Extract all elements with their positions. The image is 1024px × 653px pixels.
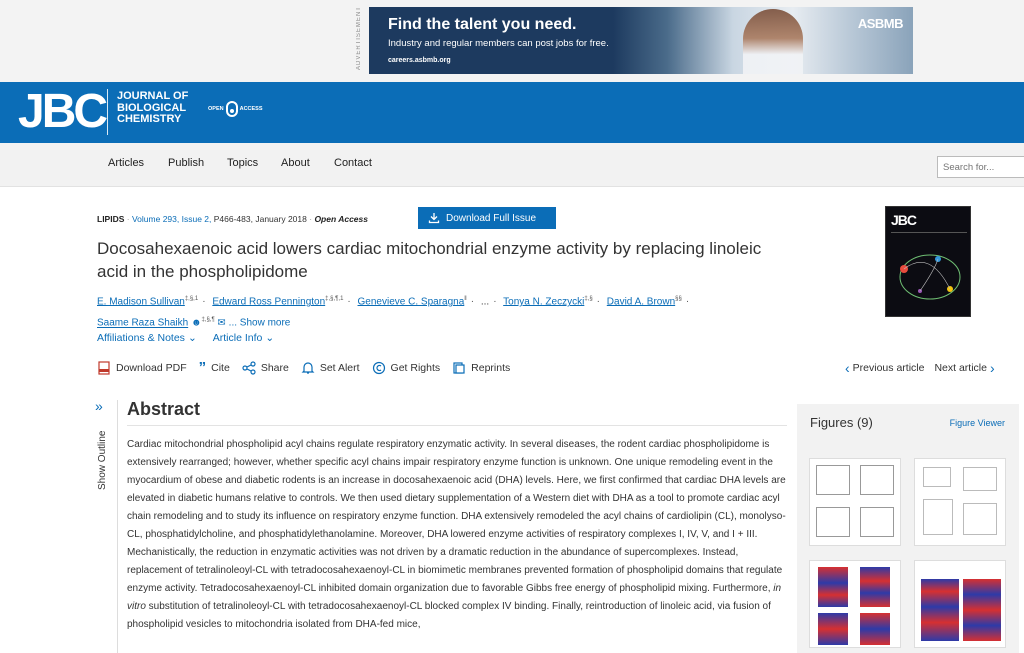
section-label[interactable]: LIPIDS: [97, 214, 125, 224]
affiliations-label: Affiliations & Notes: [97, 332, 185, 344]
article-title: Docosahexaenoic acid lowers cardiac mitochondrial enzyme activity by replacing linoleic acid in the phospholipidome: [97, 239, 762, 281]
download-icon: [428, 212, 440, 224]
figures-panel: [797, 404, 1019, 653]
journal-name-line: CHEMISTRY: [117, 113, 182, 125]
ad-url: careers.asbmb.org: [388, 57, 451, 64]
figure-thumbnail[interactable]: [809, 458, 901, 546]
cite-button[interactable]: [198, 359, 230, 376]
next-article-link[interactable]: [934, 360, 994, 376]
author-link[interactable]: Tonya N. Zeczycki: [503, 296, 585, 308]
get-rights-label: Get Rights: [390, 362, 441, 374]
abstract-rule: [127, 425, 787, 426]
author-affiliation: ‡,§,1: [184, 296, 199, 302]
author-link[interactable]: Saame Raza Shaikh: [97, 317, 189, 329]
figure-thumbnail[interactable]: [914, 560, 1006, 648]
main-nav: [0, 143, 1024, 187]
abstract-body: [127, 436, 789, 634]
share-label: Share: [260, 362, 289, 374]
chevron-down-icon: ⌄: [187, 332, 197, 344]
journal-name[interactable]: [117, 91, 188, 126]
cover-rule: [891, 232, 967, 233]
cover-artwork: [890, 239, 968, 313]
nav-articles[interactable]: Articles: [108, 157, 145, 169]
jbc-logo[interactable]: JBC: [18, 85, 106, 138]
next-article-label: Next article: [934, 362, 987, 374]
open-access-badge: [208, 101, 263, 117]
chevron-right-icon: ›: [989, 360, 995, 376]
quote-icon: ”: [198, 359, 207, 376]
set-alert-label: Set Alert: [319, 362, 360, 374]
author-affiliation: ‡,§,¶: [201, 317, 215, 324]
chevron-left-icon: ‹: [845, 360, 850, 376]
open-lock-icon: [226, 101, 238, 117]
journal-name-line: JOURNAL OF: [117, 90, 189, 102]
author-list: E. Madison Sullivan$^{\ddagger,\S,1}$ · Edward Ross Pennington$^{\ddagger,\S,\P,1}$ · Genevieve C. Sparagna‖ · ... · Tonya N. Zeczycki‡,§ · David A. Brown§§ · Saame Raza Shaikh ☻‡,§,¶ ✉ ... Show more: [97, 296, 690, 329]
info-tabs: [97, 332, 274, 344]
nav-topics[interactable]: Topics: [227, 157, 259, 169]
download-full-issue-label: Download Full Issue: [446, 212, 537, 224]
reprints-label: Reprints: [471, 362, 511, 374]
author-link[interactable]: Genevieve C. Sparagna: [357, 296, 465, 308]
open-access-text: ACCESS: [239, 106, 263, 112]
author-link[interactable]: E. Madison Sullivan: [97, 296, 185, 308]
search-input[interactable]: [937, 156, 1024, 178]
previous-article-link[interactable]: [845, 360, 924, 376]
author-link[interactable]: David A. Brown: [606, 296, 676, 308]
reprints-button[interactable]: [452, 361, 510, 375]
site-header: [0, 82, 1024, 143]
figure-viewer-link[interactable]: Figure Viewer: [949, 418, 1005, 428]
copyright-icon: [372, 361, 386, 375]
email-icon[interactable]: ✉: [217, 317, 226, 329]
pdf-icon: [97, 361, 111, 375]
expand-outline-icon[interactable]: »: [95, 398, 103, 414]
chevron-down-icon: ⌄: [265, 332, 275, 344]
author-affiliation: ‖: [464, 296, 467, 302]
pages-date: P466-483, January 2018: [213, 214, 307, 224]
bell-icon: [301, 361, 315, 375]
advertisement-strip: [0, 0, 1024, 82]
figure-thumbnail[interactable]: [914, 458, 1006, 546]
author-affiliation: §§: [675, 296, 682, 302]
abstract-text: Cardiac mitochondrial phospholipid acyl chains regulate respiratory enzymatic activity. In several diseases, the rodent cardiac phospholipidome is extensively rearranged; however, whether specific acyl chains impair respiratory enzyme function is unknown. One unique remodeling event in the myocardium of obese and diabetic rodents is an increase in docosahexaenoic acid (DHA) levels. Here, we first confirmed that cardiac DHA levels are elevated in diabetic humans relative to controls. We then used dietary supplementation of a Western diet with DHA as a tool to promote cardiac acyl chain remodeling and to study its influence on respiratory enzyme function. DHA extensively remodeled the acyl chains of cardiolipin (CL), monolyso-CL, phosphatidylcholine, and phosphatidylethanolamine. Moreover, DHA lowered enzyme activities of respiratory complexes I, IV, V, and I + III. Mechanistically, the reduction in enzymatic activities was not driven by a dramatic reduction in the abundance of supercomplexes. Instead, replacement of tetralinoleoyl-CL with tetradocosahexaenoyl-CL in biomimetic membranes prevented formation of phospholipid domains that regulate enzyme activity. Tetradocosahexaenoyl-CL inhibited domain organization due to favorable Gibbs free energy of phospholipid mixing. Furthermore,: [127, 439, 786, 594]
download-full-issue-button[interactable]: [418, 207, 556, 229]
article-actions: [97, 358, 510, 378]
show-more-authors[interactable]: ... Show more: [228, 317, 291, 329]
download-pdf-label: Download PDF: [116, 362, 187, 374]
show-outline-toggle[interactable]: Show Outline: [97, 430, 108, 490]
abstract-text: substitution of tetralinoleoyl-CL with tetradocosahexaenoyl-CL blocked complex IV binding. Finally, reintroduction of linoleic acid, via fusion of phospholipid vesicles to mitochondria isolated from DHA-fed mice,: [127, 601, 771, 630]
logo-divider: [107, 89, 108, 135]
person-icon[interactable]: ☻: [190, 317, 202, 329]
journal-cover-image[interactable]: [885, 206, 971, 317]
share-icon: [242, 361, 256, 375]
abstract-italic: in vitro: [127, 583, 782, 612]
ad-brand-logo: ASBMB: [857, 16, 903, 31]
download-pdf-button[interactable]: [97, 361, 187, 375]
previous-article-label: Previous article: [852, 362, 925, 374]
volume-link[interactable]: Volume 293, Issue 2: [131, 214, 210, 224]
cover-logo: JBC: [891, 212, 917, 228]
nav-contact[interactable]: Contact: [334, 157, 372, 169]
affiliations-toggle[interactable]: [97, 332, 197, 344]
outline-divider: [117, 400, 118, 653]
set-alert-button[interactable]: [301, 361, 360, 375]
article-info-toggle[interactable]: [213, 332, 274, 344]
author-affiliation: ‡,§,¶,1: [325, 296, 344, 302]
get-rights-button[interactable]: [372, 361, 441, 375]
article-meta: LIPIDS · Volume 293, Issue 2, P466-483, January 2018 · Open Access: [97, 214, 368, 224]
cite-label: Cite: [211, 362, 230, 374]
ad-headline: Find the talent you need.: [388, 16, 577, 33]
author-affiliation: ‡,§: [584, 296, 593, 302]
advertisement-label: ADVERTISEMENT: [356, 6, 362, 70]
nav-publish[interactable]: Publish: [168, 157, 205, 169]
abstract-heading: Abstract: [127, 399, 201, 419]
journal-name-line: BIOLOGICAL: [117, 101, 187, 114]
share-button[interactable]: [242, 361, 289, 375]
article-navigation: [845, 360, 995, 376]
ad-person-image: [743, 9, 803, 74]
ad-banner[interactable]: [369, 7, 913, 74]
nav-about[interactable]: About: [281, 157, 310, 169]
authors-ellipsis: ...: [480, 296, 490, 308]
figure-thumbnail[interactable]: [809, 560, 901, 648]
reprints-icon: [452, 361, 466, 375]
ad-subline: Industry and regular members can post jobs for free.: [388, 38, 609, 49]
access-label: Open Access: [314, 214, 368, 224]
figures-heading: Figures (9): [810, 415, 873, 430]
open-access-text: OPEN: [208, 106, 224, 112]
article-info-label: Article Info: [212, 332, 263, 344]
author-link[interactable]: Edward Ross Pennington: [212, 296, 326, 308]
